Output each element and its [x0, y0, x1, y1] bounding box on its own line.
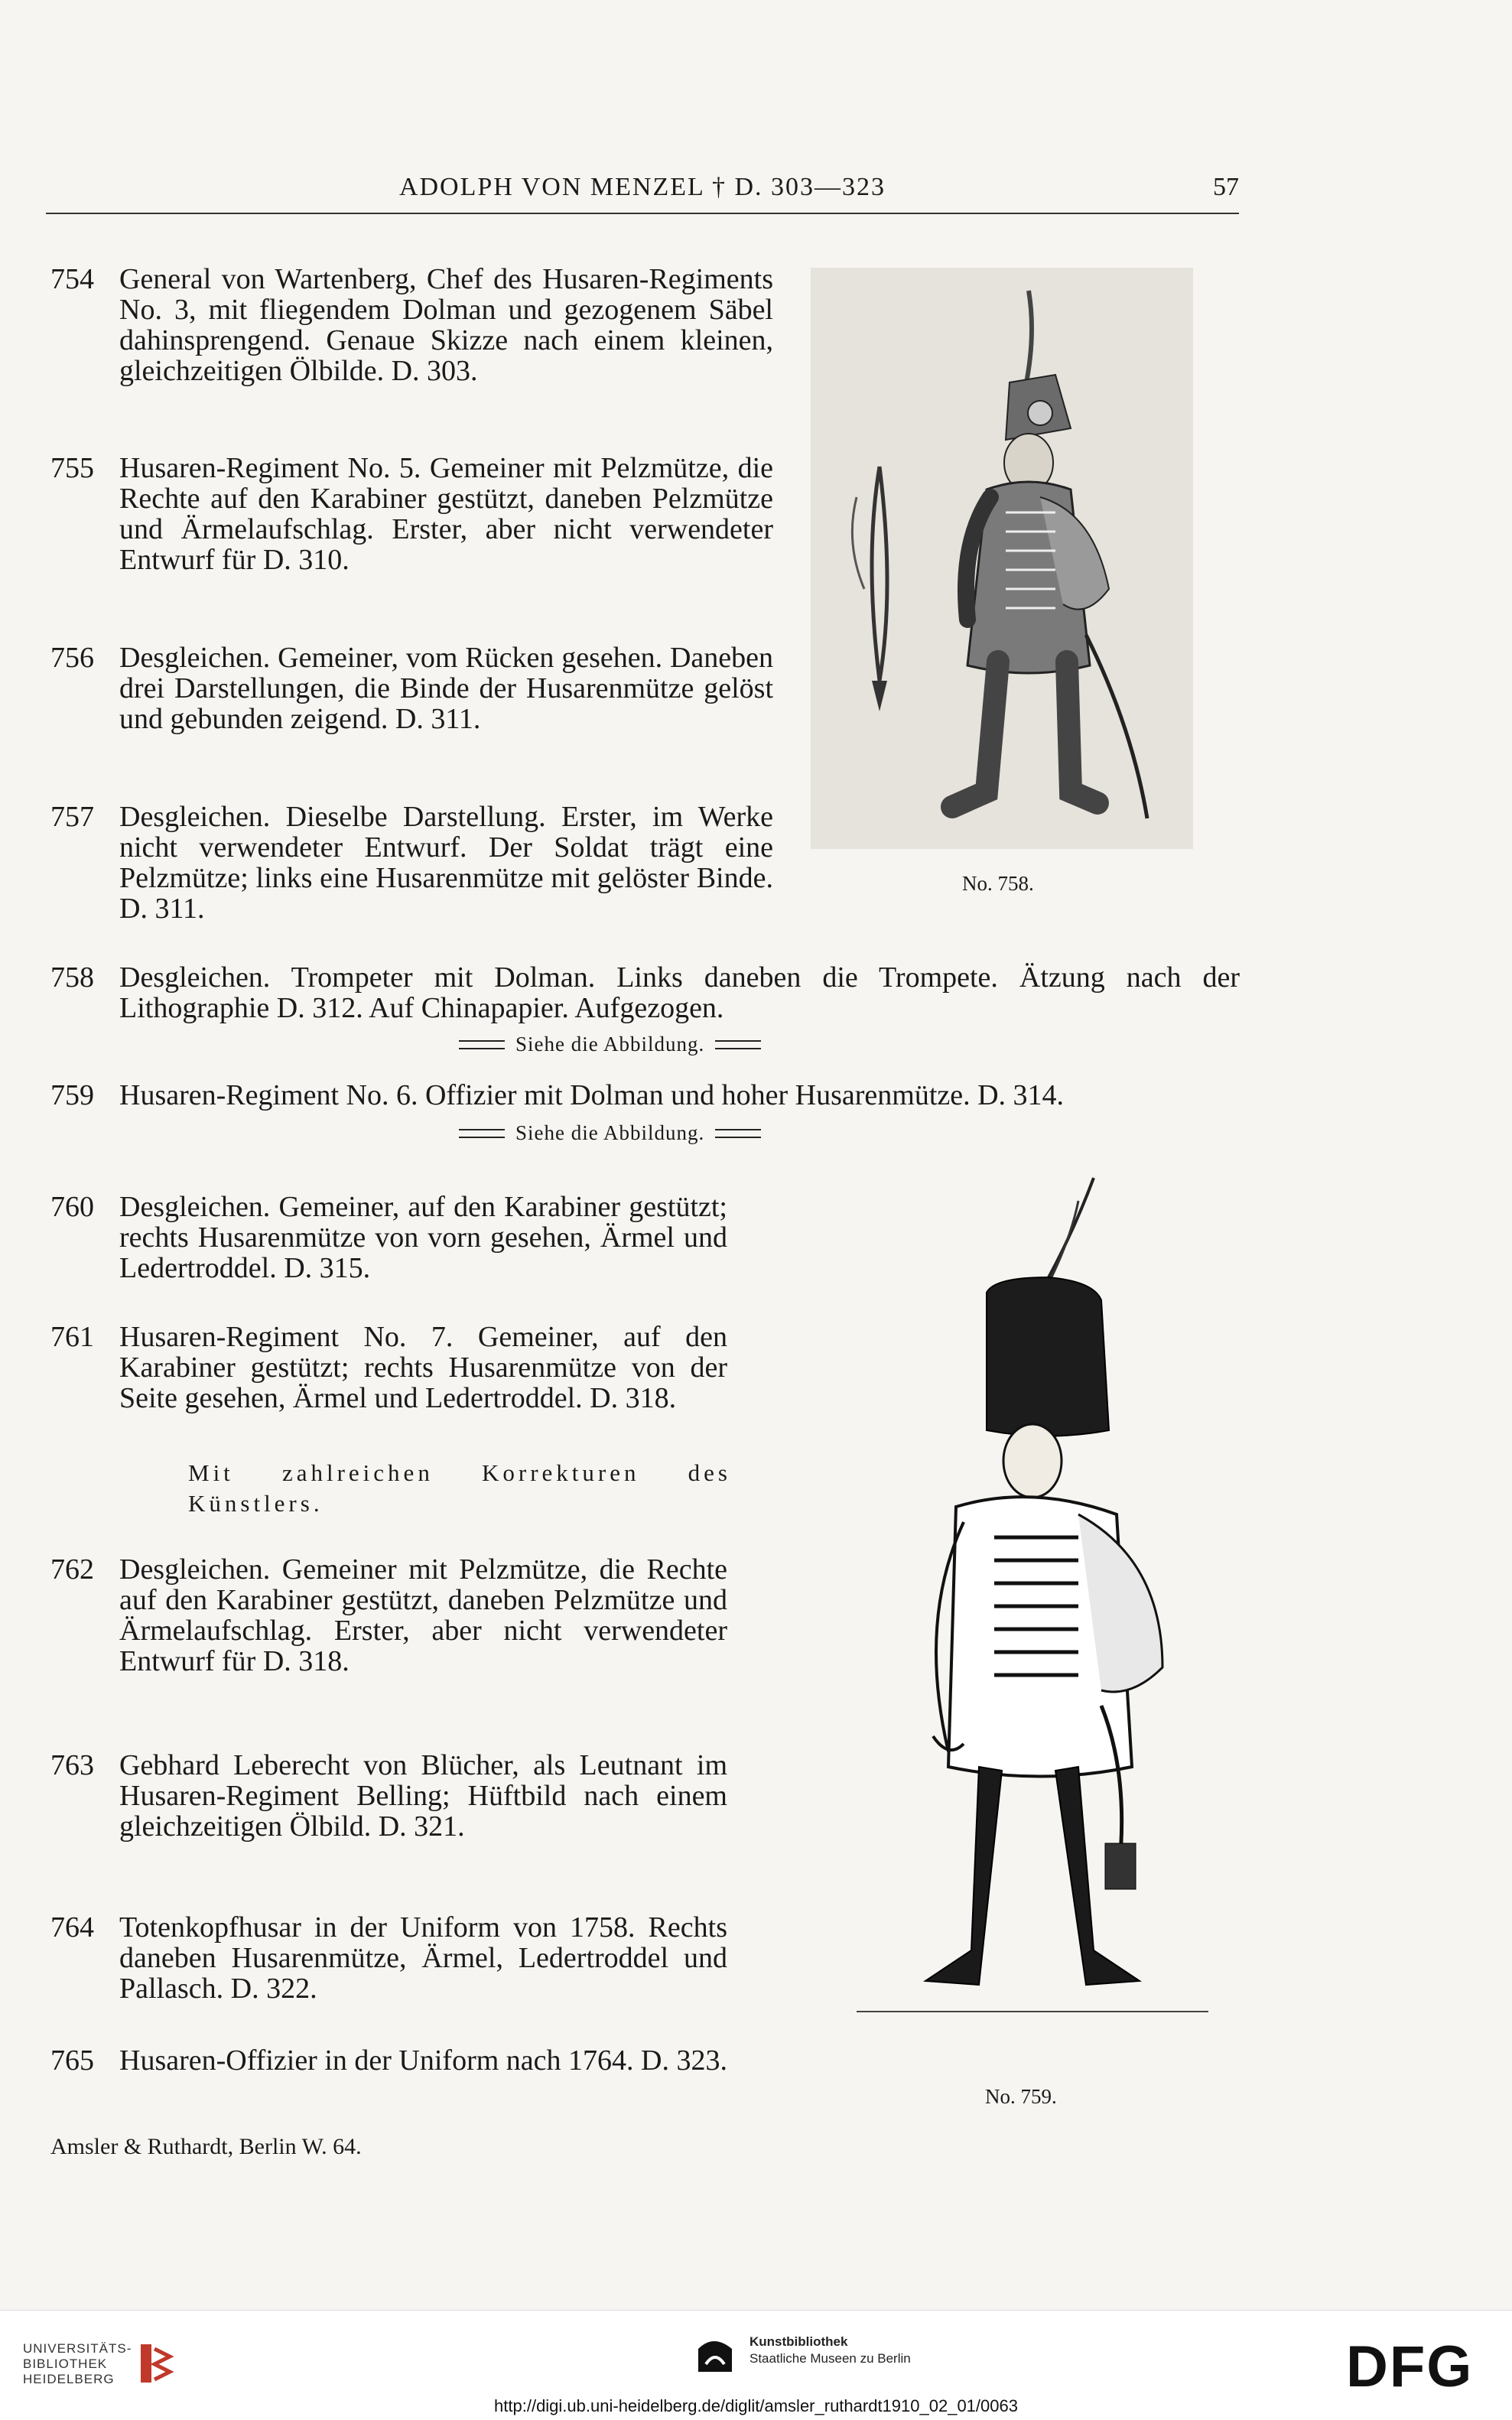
uni-line-1: UNIVERSITÄTS- [23, 2341, 132, 2356]
kb-subtitle: Staatliche Museen zu Berlin [749, 2351, 911, 2366]
entry-text: Desgleichen. Gemeiner mit Pelzmütze, die Rechte auf den Karabiner gestützt, daneben Pelzmütze und Ärmelaufschlag. Erster, aber nicht verwendeter Entwurf für D. 318. [119, 1553, 727, 1677]
double-rule-right [715, 1040, 761, 1049]
running-head [46, 170, 1239, 214]
entry-number: 759 [50, 1079, 94, 1111]
see-figure-label: Siehe die Abbildung. [515, 1121, 705, 1144]
permalink-url[interactable]: http://digi.ub.uni-heidelberg.de/diglit/amsler_ruthardt1910_02_01/0063 [494, 2396, 1018, 2415]
see-figure-label: Siehe die Abbildung. [515, 1033, 705, 1055]
entry-text: Desgleichen. Gemeiner, vom Rücken gesehen. Daneben drei Darstellungen, die Binde der Husarenmütze gelöst und gebunden zeigend. D. 311. [119, 642, 773, 735]
figure-759-caption: No. 759. [985, 2085, 1057, 2108]
kb-title: Kunstbibliothek [749, 2334, 848, 2349]
entry-number: 760 [50, 1191, 94, 1223]
digitization-footer [0, 2310, 1512, 2420]
publisher-imprint: Amsler & Ruthardt, Berlin W. 64. [50, 2134, 362, 2159]
uni-line-3: HEIDELBERG [23, 2372, 115, 2386]
entry-number: 763 [50, 1749, 94, 1781]
uni-line-2: BIBLIOTHEK [23, 2357, 108, 2371]
entry-text: General von Wartenberg, Chef des Husaren-Regiments No. 3, mit fliegendem Dolman und gezogenem Säbel dahinsprengend. Genaue Skizze nach einem kleinen, gleichzeitigen Ölbilde. D. 303. [119, 263, 773, 387]
entry-number: 758 [50, 961, 94, 994]
entry-text: Gebhard Leberecht von Blücher, als Leutnant im Husaren-Regiment Belling; Hüftbild nach einem gleichzeitigen Ölbild. D. 321. [119, 1749, 727, 1843]
entry-text: Totenkopfhusar in der Uniform von 1758. Rechts daneben Husarenmütze, Ärmel, Ledertroddel und Pallasch. D. 322. [119, 1911, 727, 2005]
dfg-logo[interactable]: DFG [1346, 2334, 1474, 2399]
entry-number: 764 [50, 1911, 94, 1943]
double-rule-right [715, 1129, 761, 1138]
hussar-trumpeter-illustration [811, 268, 1193, 849]
running-head-title: ADOLPH VON MENZEL † D. 303—323 [398, 173, 886, 201]
heidelberg-emblem-icon [138, 2341, 176, 2387]
figure-758-plate [811, 268, 1193, 849]
kunstbibliothek-logo-icon [692, 2334, 738, 2379]
entry-text: Desgleichen. Trompeter mit Dolman. Links daneben die Trompete. Ätzung nach der Lithographie D. 312. Auf Chinapapier. Aufgezogen. [119, 961, 1240, 1024]
entry-text: Husaren-Regiment No. 7. Gemeiner, auf den Karabiner gestützt; rechts Husarenmütze von der Seite gesehen, Ärmel und Ledertroddel. D. 318. [119, 1321, 727, 1414]
entry-number: 765 [50, 2044, 94, 2077]
double-rule-left [459, 1129, 505, 1138]
entry-text: Husaren-Offizier in der Uniform nach 1764. D. 323. [119, 2044, 727, 2077]
hussar-officer-illustration [849, 1170, 1216, 2065]
entry-number: 755 [50, 452, 94, 484]
figure-759-plate [849, 1170, 1216, 2065]
page-number: 57 [1213, 173, 1239, 201]
kunstbibliothek-credit[interactable] [749, 2334, 911, 2367]
entry-text: Desgleichen. Dieselbe Darstellung. Erster, im Werke nicht verwendeter Entwurf. Der Soldat trägt eine Pelzmütze; links eine Husarenmütze mit gelöster Binde. D. 311. [119, 801, 773, 925]
entry-number: 762 [50, 1553, 94, 1586]
double-rule-left [459, 1040, 505, 1049]
see-figure-759 [459, 1121, 761, 1145]
figure-758-caption: No. 758. [962, 872, 1034, 895]
entry-text: Husaren-Regiment No. 6. Offizier mit Dolman und hoher Husarenmütze. D. 314. [119, 1079, 1065, 1111]
entry-number: 754 [50, 263, 94, 295]
see-figure-758 [459, 1033, 761, 1056]
entry-text: Husaren-Regiment No. 5. Gemeiner mit Pelzmütze, die Rechte auf den Karabiner gestützt, daneben Pelzmütze und Ärmelaufschlag. Erster, aber nicht verwendeter Entwurf für D. 310. [119, 452, 773, 576]
entry-text: Desgleichen. Gemeiner, auf den Karabiner gestützt; rechts Husarenmütze von vorn gesehen, Ärmel und Ledertroddel. D. 315. [119, 1191, 727, 1284]
entry-note: Mit zahlreichen Korrekturen des Künstlers. [188, 1459, 731, 1517]
entry-number: 761 [50, 1321, 94, 1353]
heidelberg-library-logo[interactable] [23, 2341, 132, 2387]
entry-number: 757 [50, 801, 94, 833]
entry-number: 756 [50, 642, 94, 674]
